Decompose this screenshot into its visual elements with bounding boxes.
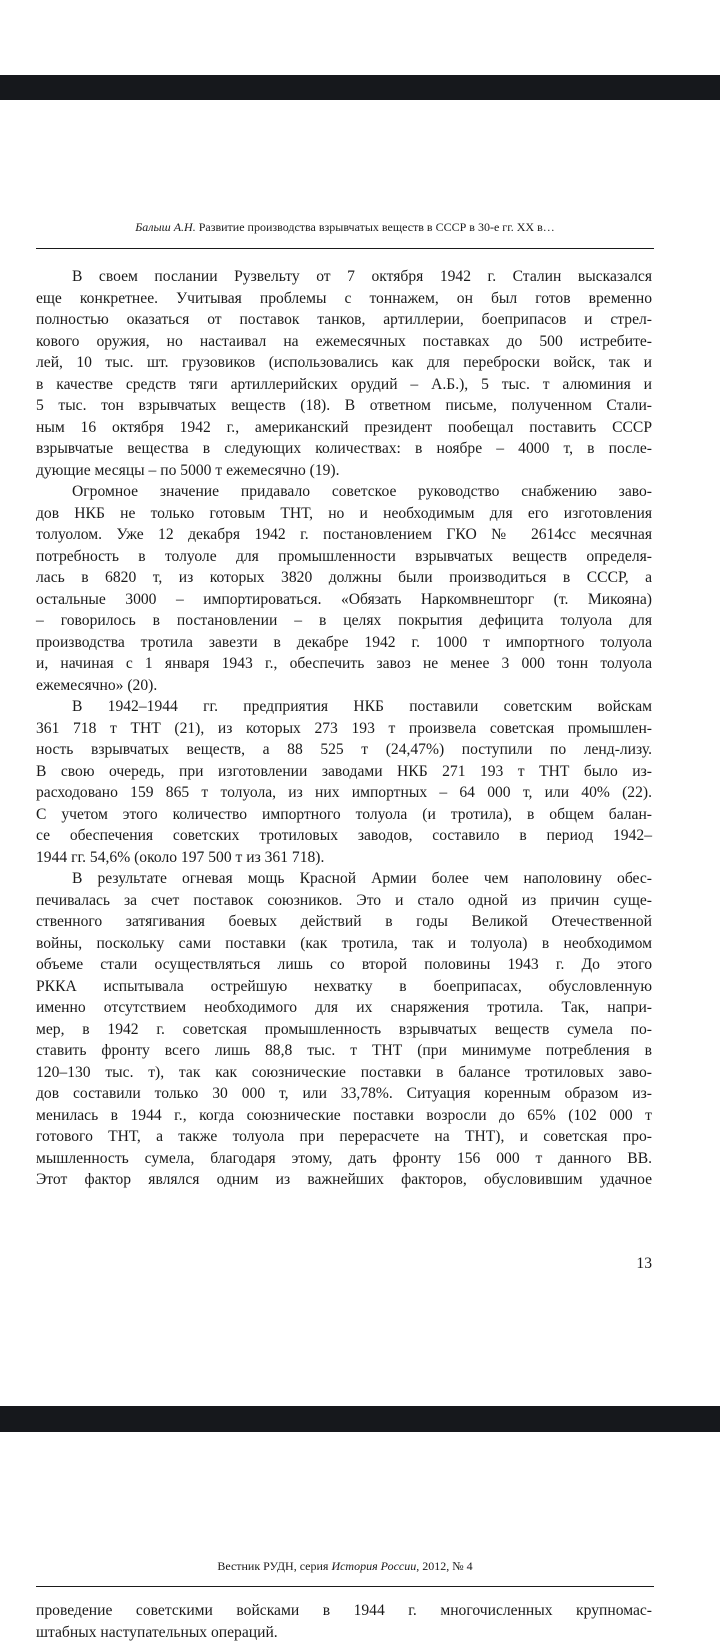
text-line: полностью оказаться от поставок танков, артиллерии, боеприпасов и стрел- <box>36 311 652 328</box>
text-line: дов НКБ не только готовым ТНТ, но и необходимым для его изготовления <box>36 504 652 522</box>
text-line: войны, поскольку сами поставки (как тротила, так и толуола) в необходимом <box>36 934 652 952</box>
text-line: В результате огневая мощь Красной Армии более чем наполовину обес- <box>72 870 652 887</box>
text-line: в качестве средств тяги артиллерийских орудий – А.Б.), 5 тыс. т алюминия и <box>36 375 652 393</box>
text-line: ставить фронту всего лишь 88,8 тыс. т ТНТ (при минимуме потребления в <box>36 1042 652 1059</box>
header-rule <box>36 1586 654 1587</box>
text-line: менилась в 1944 г., когда союзнические поставки возросли до 65% (102 000 т <box>36 1106 652 1124</box>
text-line: взрывчатые вещества в следующих количествах: в ноябре – 4000 т, в после- <box>36 440 652 457</box>
page-separator-bottom <box>0 1406 720 1432</box>
journal-series: История России <box>331 1559 417 1573</box>
text-line: С учетом этого количество импортного толуола (и тротила), в общем балан- <box>36 805 652 823</box>
article-body-continued <box>36 1600 652 1643</box>
text-line: 120–130 тыс. т), так как союзнические поставки в балансе тротиловых заво- <box>36 1063 652 1081</box>
text-line: 5 тыс. тон взрывчатых веществ (18). В ответном письме, полученном Стали- <box>36 397 652 414</box>
text-line: кового оружия, но настаивал на ежемесячных поставках до 500 истребите- <box>36 332 652 350</box>
text-line: штабных наступательных операций. <box>36 1623 278 1641</box>
header-article-title: Развитие производства взрывчатых веществ в СССР в 30-е гг. ХХ в… <box>195 220 555 234</box>
text-line: 1944 гг. 54,6% (около 197 500 т из 361 718). <box>36 848 325 866</box>
text-line: остальные 3000 – импортироваться. «Обязать Наркомвнешторг (т. Микояна) <box>36 590 652 608</box>
text-line: еще конкретнее. Учитывая проблемы с тоннажем, он был готов временно <box>36 289 652 307</box>
text-line: потребность в толуоле для промышленности взрывчатых веществ определя- <box>36 547 652 565</box>
text-line: расходовано 159 865 т толуола, из них импортных – 64 000 т, или 40% (22). <box>36 784 652 801</box>
journal-header <box>36 1559 654 1573</box>
header-author: Балыш А.Н. <box>135 220 196 234</box>
text-line: проведение советскими войсками в 1944 г. многочисленных крупномас- <box>36 1602 652 1619</box>
text-line: дов составили только 30 000 т, или 33,78%. Ситуация коренным образом из- <box>36 1085 652 1102</box>
text-line: В 1942–1944 гг. предприятия НКБ поставили советским войскам <box>72 698 652 715</box>
text-line: производства тротила завезти в декабре 1942 г. 1000 т импортного толуола <box>36 633 652 651</box>
text-line: ным 16 октября 1942 г., американский президент пообещал поставить СССР <box>36 418 652 436</box>
text-line: Этот фактор являлся одним из важнейших факторов, обусловившим удачное <box>36 1171 652 1188</box>
text-line: В своем послании Рузвельту от 7 октября 1942 г. Сталин высказался <box>72 268 652 285</box>
text-line: именно отсутствием необходимого для их снаряжения тротила. Так, напри- <box>36 999 652 1016</box>
text-line: – говорилось в постановлении – в целях покрытия дефицита толуола для <box>36 612 652 629</box>
text-line: и, начиная с 1 января 1943 г., обеспечить завоз не менее 3 000 тонн толуола <box>36 655 652 672</box>
text-line: 361 718 т ТНТ (21), из которых 273 193 т произвела советская промышлен- <box>36 719 652 737</box>
journal-issue: , 2012, № 4 <box>416 1559 473 1573</box>
text-line: толуолом. Уже 12 декабря 1942 г. постановлением ГКО № 2614сс месячная <box>36 526 652 543</box>
text-line: дующие месяцы – по 5000 т ежемесячно (19). <box>36 461 340 479</box>
text-line: лась в 6820 т, из которых 3820 должны были производиться в СССР, а <box>36 569 652 586</box>
text-line: мышленность сумела, благодаря этому, дать фронту 156 000 т данного ВВ. <box>36 1149 652 1167</box>
article-body <box>36 266 652 1191</box>
text-line: ежемесячно» (20). <box>36 676 158 694</box>
text-line: Огромное значение придавало советское руководство снабжению заво- <box>72 483 652 500</box>
text-line: лей, 10 тыс. шт. грузовиков (использовались как для переброски войск, так и <box>36 354 652 371</box>
text-line: печивалась за счет поставок союзников. Это и стало одной из причин суще- <box>36 891 652 909</box>
page-separator-top <box>0 75 720 100</box>
journal-name: Вестник РУДН, серия <box>217 1559 332 1573</box>
text-line: мер, в 1942 г. советская промышленность взрывчатых веществ сумела по- <box>36 1020 652 1038</box>
text-line: РККА испытывала острейшую нехватку в боеприпасах, обусловленную <box>36 977 652 995</box>
text-line: В свою очередь, при изготовлении заводами НКБ 271 193 т ТНТ было из- <box>36 762 652 780</box>
running-header <box>36 220 654 234</box>
header-rule <box>36 248 654 249</box>
text-line: ность взрывчатых веществ, а 88 525 т (24,47%) поступили по ленд-лизу. <box>36 741 652 758</box>
text-line: объеме стали осуществляться лишь со второй половины 1943 г. До этого <box>36 956 652 973</box>
page-number: 13 <box>636 1255 652 1272</box>
text-line: ственного затягивания боевых действий в годы Великой Отечественной <box>36 913 652 930</box>
text-line: се обеспечения советских тротиловых заводов, составило в период 1942– <box>36 827 652 844</box>
text-line: готового ТНТ, а также толуола при перерасчете на ТНТ), и советская про- <box>36 1128 652 1145</box>
